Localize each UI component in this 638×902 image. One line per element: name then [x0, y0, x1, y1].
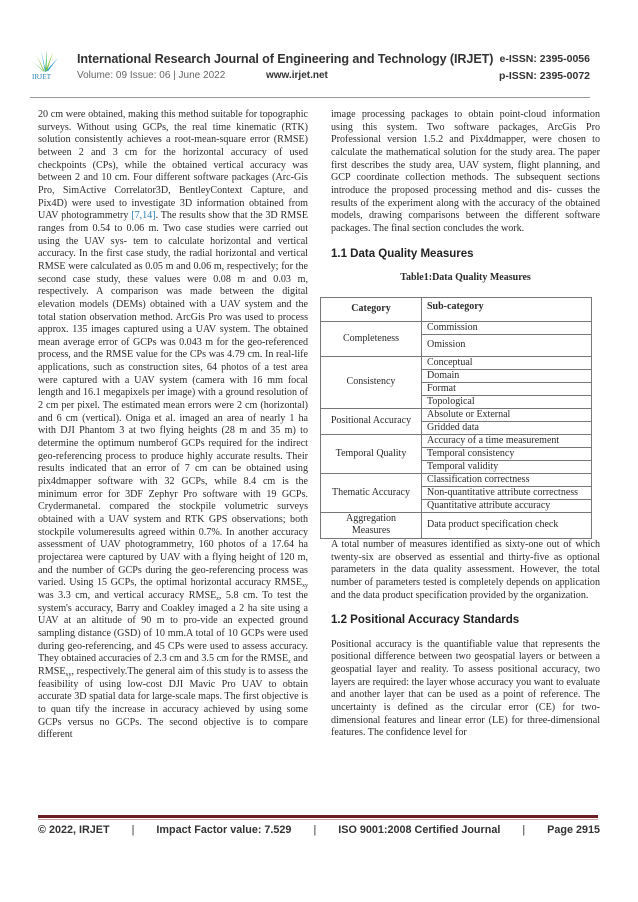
section-heading-1-2: 1.2 Positional Accuracy Standards [331, 614, 520, 627]
body-paragraph: 20 cm were obtained, making this method suitable for topographic surveys. Without using GCPs, the real time kinematic (RTK) solution consistently achieves a root-mean-square error (RMSE) between 2 and 3 cm for the horizontal accuracy of used checkpoints (CPs), while the obtained vertical accuracy was between 2 and 10 cm. Four different software packages (Arc-Gis Pro, SimActive Correlator3D, BentleyContext Capture, and Pix4D) were used to investigate 3D information obtained from UAV photogrammetry [7,14]. The results show that the 3D RMSE ranges from 0.54 to 0.06 m. Two case studies were carried out using the UAV sys- tem to calculate horizontal and vertical accuracy. In the first case study, the radial horizontal and vertical RMSE were calculated as 0.05 m and 0.06 m, respectively; for the second case study, these values were 0.08 m and 0.03 m, respectively. A comparison was made between the digital elevation models (DEMs) obtained with a UAV system and the total station observation method. ArcGis Pro was used to process approx. 135 images captured using a UAV system. The obtained mean average error of GCPs was 0.043 m for the geo-referenced process, and the RMSE value for the CPs was 4.79 cm. In real-life applications, such as construction sites, 64 photos of a test area were captured with a UAV system (camera with 16 mm focal length and 16.1 megapixels per image) with a ground resolution of 2 cm per pixel. The estimated mean errors were 2 cm (horizontal) and 6 cm (vertical). Oniga et al. imaged an area of nearly 1 ha with DJI Phantom 3 at two flying heights (28 m and 35 m) to determine the optimum numberof GCPs required for the indirect geo-referencing process to produce highly accurate results. Their results indicated that an error of 7 cm can be obtained using pix4dmapper software with 32 GCPs, while 8.4 cm is the minimum error for 3DF Zephyr Pro software with 19 GCPs. Crydermanetal. compared the stockpile volumetric surveys obtained with a UAV system and RTK GPS observations; both stockpile volumeresults agreed within 0.7%. In another accuracy assessment of UAV photogrammetry, 160 photos of a 17.64 ha projectarea were captured by UAV with a flying height of 120 m, and the number of GCPs during the geo-referencing process was varied. Using 15 GCPs, the optimal horizontal accuracy $RMSE_{xy}$ was 3.3 cm, and vertical accuracy $RMSE_z$, 5.8 cm. To test the system's accuracy, Barry and Coakley imaged a 2 ha site using a UAV at an altitude of 90 m to pro-vide an expected ground sampling distance (GSD) of 10 mm.A total of 10 GCPs were used during geo-referencing, and 45 CPs were used to assess accuracy. They obtained accuracies of 2.3 cm and 3.5 cm for the $RMSE_z$ and $RMSE_{xy}$, respectively.The general aim of this study is to assess the feasibility of using low-cost DJI Mavic Pro UAV to obtain accurate 3D spatial data for large-scale maps. The first objective is to quan tify the increase in accuracy achieved by using some GCPs versus no GCPs. The second objective is to compare different [38, 109, 308, 741]
footer-separator: | [131, 824, 135, 836]
subcategory-cell: Gridded data [422, 421, 592, 434]
subcategory-cell: Accuracy of a time measurement [422, 434, 592, 447]
subcategory-cell: Classification correctness [422, 473, 592, 486]
journal-title: International Research Journal of Engineering and Technology (IRJET) [77, 52, 494, 66]
p-issn: p-ISSN: 2395-0072 [498, 70, 590, 82]
impact-factor: Impact Factor value: 7.529 [156, 824, 292, 836]
footer-divider [38, 815, 598, 818]
table-row [321, 473, 592, 486]
e-issn: e-ISSN: 2395-0056 [499, 53, 590, 65]
page-footer [38, 824, 600, 836]
table-row [321, 321, 592, 334]
leaf-fan-icon [30, 48, 60, 74]
volume-issue: Volume: 09 Issue: 06 | June 2022 [77, 70, 226, 81]
section-heading-1-1: 1.1 Data Quality Measures [331, 247, 474, 260]
page-header [30, 48, 606, 88]
subcategory-cell: Temporal consistency [422, 447, 592, 460]
table-row [321, 356, 592, 369]
subcategory-cell: Omission [422, 334, 592, 356]
column-header-subcategory: Sub-category [422, 297, 592, 321]
logo-text: IRJET [32, 73, 52, 81]
subcategory-cell: Non-quantitative attribute correctness [422, 486, 592, 499]
category-cell: Completeness [321, 321, 422, 356]
left-column [38, 109, 308, 742]
table-row [321, 512, 592, 538]
category-cell: Temporal Quality [321, 434, 422, 473]
subcategory-cell: Quantitative attribute accuracy [422, 499, 592, 512]
table-caption: Table1:Data Quality Measures [400, 272, 531, 284]
body-paragraph: A total number of measures identified as sixty-one out of which twenty-six are observed as essential and thirty-five as optional parameters in the data quality assessment. However, the total number of parameters tested is completely depends on application and the data product specification provided by the organization. [331, 538, 600, 601]
column-header-category: Category [321, 297, 422, 321]
footer-separator: | [313, 824, 317, 836]
subcategory-cell: Format [422, 382, 592, 395]
table-row [321, 434, 592, 447]
category-cell: Consistency [321, 356, 422, 408]
irjet-logo [30, 48, 60, 82]
category-cell: Aggregation Measures [321, 512, 422, 538]
footer-separator: | [522, 824, 526, 836]
body-paragraph: Positional accuracy is the quantifiable value that represents the positional difference between two geospatial layers or between a geospatial layer and reality. To assess positional accuracy, two layers are required: the layer whose accuracy you want to evaluate and another layer that can be used as a point of reference. The uncertainty is defined as the circular error (CE) for two-dimensional features and linear error (LE) for three-dimensional features. The confidence level for [331, 638, 600, 739]
footer-divider-thin [38, 819, 598, 820]
subcategory-cell: Conceptual [422, 356, 592, 369]
subcategory-cell: Temporal validity [422, 460, 592, 473]
journal-website-link[interactable]: www.irjet.net [266, 70, 328, 81]
header-divider [30, 97, 590, 98]
table-row [321, 408, 592, 421]
page-number: Page 2915 [547, 824, 600, 836]
copyright: © 2022, IRJET [38, 824, 110, 836]
subcategory-cell: Domain [422, 369, 592, 382]
body-paragraph: image processing packages to obtain point-cloud information using this system. Two software packages, ArcGis Pro Professional version 1.5.2 and Pix4dmapper, were chosen to calculate the mathematical solution for the study area. The paper first describes the study area, UAV system, flight planning, and GCP coordinate collection methods. The subsequent sections introduce the proposed processing method and dis- cusses the results of the experiment along with the accuracy of the obtained models, drawing comparisons between the different software packages. The final section concludes the work. [331, 109, 600, 234]
table-header-row [321, 297, 592, 321]
data-quality-table [320, 297, 592, 539]
subcategory-cell: Commission [422, 321, 592, 334]
right-column [331, 109, 600, 740]
category-cell: Positional Accuracy [321, 408, 422, 434]
category-cell: Thematic Accuracy [321, 473, 422, 512]
subcategory-cell: Data product specification check [422, 512, 592, 538]
subcategory-cell: Absolute or External [422, 408, 592, 421]
subcategory-cell: Topological [422, 395, 592, 408]
citation-link[interactable]: [7,14] [131, 210, 156, 222]
certification: ISO 9001:2008 Certified Journal [338, 824, 501, 836]
